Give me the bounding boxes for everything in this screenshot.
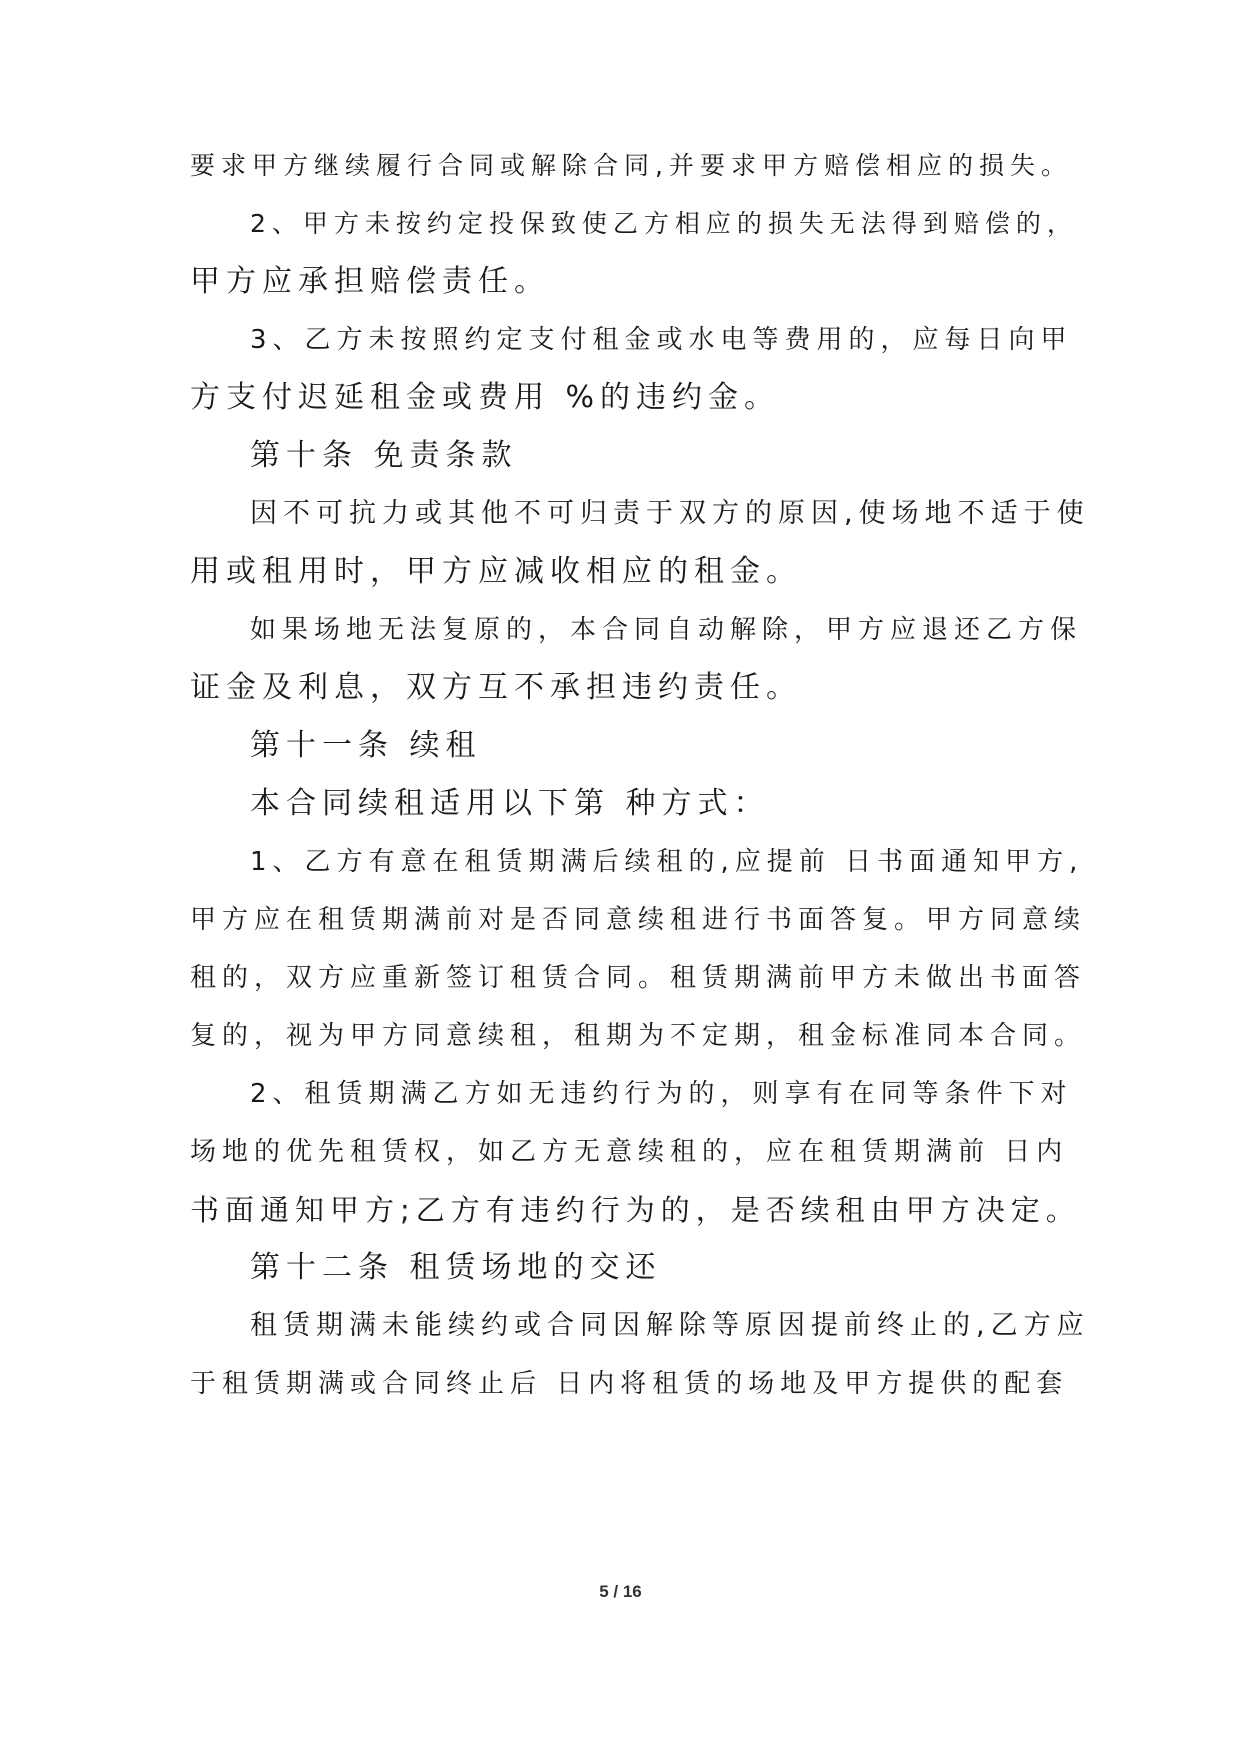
text-line: 方支付迟延租金或费用 %的违约金。 bbox=[190, 380, 781, 415]
text-line: 书面通知甲方;乙方有违约行为的，是否续租由甲方决定。 bbox=[190, 1193, 1081, 1227]
section-heading: 第十一条 续租 bbox=[250, 728, 482, 763]
text-line: 2、甲方未按约定投保致使乙方相应的损失无法得到赔偿的， bbox=[250, 209, 1078, 238]
text-line: 甲方应在租赁期满前对是否同意续租进行书面答复。甲方同意续 bbox=[190, 905, 1087, 935]
text-line: 如果场地无法复原的，本合同自动解除，甲方应退还乙方保 bbox=[250, 615, 1083, 645]
text-line: 场地的优先租赁权，如乙方无意续租的，应在租赁期满前 日内 bbox=[190, 1137, 1069, 1167]
text-line: 本合同续租适用以下第 种方式： bbox=[250, 786, 770, 821]
text-line: 2、租赁期满乙方如无违约行为的，则享有在同等条件下对 bbox=[250, 1079, 1073, 1109]
section-heading: 第十二条 租赁场地的交还 bbox=[250, 1250, 662, 1285]
page-number: 5 / 16 bbox=[599, 1582, 642, 1601]
text-line: 1、乙方有意在租赁期满后续租的,应提前 日书面通知甲方, bbox=[250, 847, 1084, 877]
text-line: 因不可抗力或其他不可归责于双方的原因,使场地不适于使 bbox=[250, 498, 1090, 529]
text-line: 证金及利息，双方互不承担违约责任。 bbox=[190, 670, 802, 705]
text-line: 租的，双方应重新签订租赁合同。租赁期满前甲方未做出书面答 bbox=[190, 963, 1087, 993]
text-line: 复的，视为甲方同意续租，租期为不定期，租金标准同本合同。 bbox=[190, 1021, 1087, 1051]
text-line: 用或租用时，甲方应减收相应的租金。 bbox=[190, 554, 802, 589]
text-line: 租赁期满未能续约或合同因解除等原因提前终止的,乙方应 bbox=[250, 1310, 1090, 1341]
text-line: 甲方应承担赔偿责任。 bbox=[190, 264, 550, 299]
text-line: 于租赁期满或合同终止后 日内将租赁的场地及甲方提供的配套 bbox=[190, 1369, 1069, 1399]
text-line: 3、乙方未按照约定支付租金或水电等费用的，应每日向甲 bbox=[250, 325, 1073, 355]
section-heading: 第十条 免责条款 bbox=[250, 438, 518, 473]
text-line: 要求甲方继续履行合同或解除合同,并要求甲方赔偿相应的损失。 bbox=[190, 151, 1072, 180]
